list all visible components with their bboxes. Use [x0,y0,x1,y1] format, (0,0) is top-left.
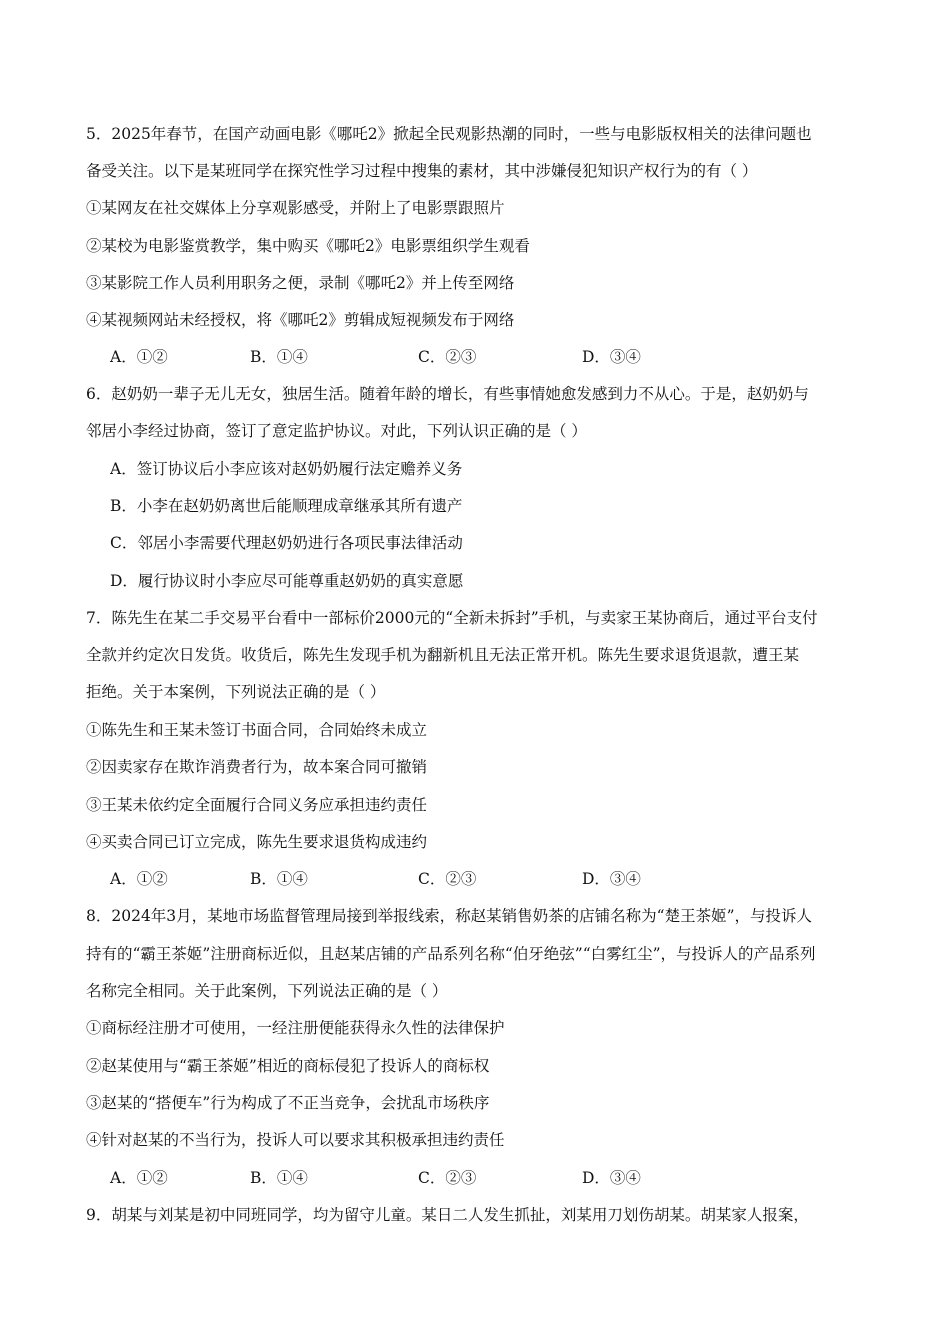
question-8-stem-line-1: 8．2024年3月，某地市场监督管理局接到举报线索，称赵某销售奶茶的店铺名称为“楚王茶姬”，与投诉人 [86,907,813,925]
question-5-item-1: ①某网友在社交媒体上分享观影感受，并附上了电影票跟照片 [86,199,505,217]
question-5-item-4: ④某视频网站未经授权，将《哪吒2》剪辑成短视频发布于网络 [86,311,515,329]
question-5-item-3: ③某影院工作人员利用职务之便，录制《哪吒2》并上传至网络 [86,274,515,292]
question-8-option-b: B．①④ [250,1169,308,1187]
question-6-option-d: D．履行协议时小李应尽可能尊重赵奶奶的真实意愿 [110,572,464,590]
question-7-stem-line-2: 全款并约定次日发货。收货后，陈先生发现手机为翻新机且无法正常开机。陈先生要求退货退款，遭王某 [86,646,800,664]
question-8-item-3: ③赵某的“搭便车”行为构成了不正当竞争，会扰乱市场秩序 [86,1094,490,1112]
question-8-stem-line-2: 持有的“霸王茶姬”注册商标近似，且赵某店铺的产品系列名称“伯牙绝弦”“白雾红尘”，与投诉人的产品系列 [86,945,816,963]
question-6-option-a: A．签订协议后小李应该对赵奶奶履行法定赡养义务 [110,460,463,478]
question-6-option-c: C．邻居小李需要代理赵奶奶进行各项民事法律活动 [110,534,463,552]
question-7-item-4: ④买卖合同已订立完成，陈先生要求退货构成违约 [86,833,428,851]
question-7-option-c: C．②③ [418,870,477,888]
question-7-option-a: A．①② [110,870,168,888]
question-9-stem-line-1: 9．胡某与刘某是初中同班同学，均为留守儿童。某日二人发生抓扯，刘某用刀划伤胡某。胡某家人报案， [86,1206,809,1224]
question-8-option-c: C．②③ [418,1169,477,1187]
question-7-stem-line-3: 拒绝。关于本案例，下列说法正确的是（ ） [86,683,386,701]
question-7-options [110,867,730,891]
question-8-option-a: A．①② [110,1169,168,1187]
question-7-option-d: D．③④ [582,870,641,888]
question-8-item-1: ①商标经注册才可使用，一经注册便能获得永久性的法律保护 [86,1019,505,1037]
question-8-item-2: ②赵某使用与“霸王茶姬”相近的商标侵犯了投诉人的商标权 [86,1057,490,1075]
question-5-options [110,345,730,369]
question-7-stem-line-1: 7．陈先生在某二手交易平台看中一部标价2000元的“全新未拆封”手机，与卖家王某协商后，通过平台支付 [86,609,818,627]
question-7-item-1: ①陈先生和王某未签订书面合同，合同始终未成立 [86,721,428,739]
question-8-stem-line-3: 名称完全相同。关于此案例，下列说法正确的是（ ） [86,982,448,1000]
question-5-item-2: ②某校为电影鉴赏教学，集中购买《哪吒2》电影票组织学生观看 [86,237,530,255]
question-5-stem-line-1: 5．2025年春节，在国产动画电影《哪吒2》掀起全民观影热潮的同时，一些与电影版权相关的法律问题也 [86,125,812,143]
question-5-stem-line-2: 备受关注。以下是某班同学在探究性学习过程中搜集的素材，其中涉嫌侵犯知识产权行为的有（ ） [86,162,758,180]
question-8-option-d: D．③④ [582,1169,641,1187]
question-5-option-a: A．①② [110,348,168,366]
question-5-option-c: C．②③ [418,348,477,366]
question-7-option-b: B．①④ [250,870,308,888]
question-8-item-4: ④针对赵某的不当行为，投诉人可以要求其积极承担违约责任 [86,1131,505,1149]
question-6-stem-line-2: 邻居小李经过协商，签订了意定监护协议。对此，下列认识正确的是（ ） [86,422,587,440]
question-6-stem-line-1: 6．赵奶奶一辈子无儿无女，独居生活。随着年龄的增长，有些事情她愈发感到力不从心。于是，赵奶奶与 [86,385,809,403]
question-6-option-b: B．小李在赵奶奶离世后能顺理成章继承其所有遗产 [110,497,463,515]
question-8-options [110,1166,730,1190]
question-7-item-2: ②因卖家存在欺诈消费者行为，故本案合同可撤销 [86,758,428,776]
question-5-option-d: D．③④ [582,348,641,366]
question-5-option-b: B．①④ [250,348,308,366]
question-7-item-3: ③王某未依约定全面履行合同义务应承担违约责任 [86,796,428,814]
